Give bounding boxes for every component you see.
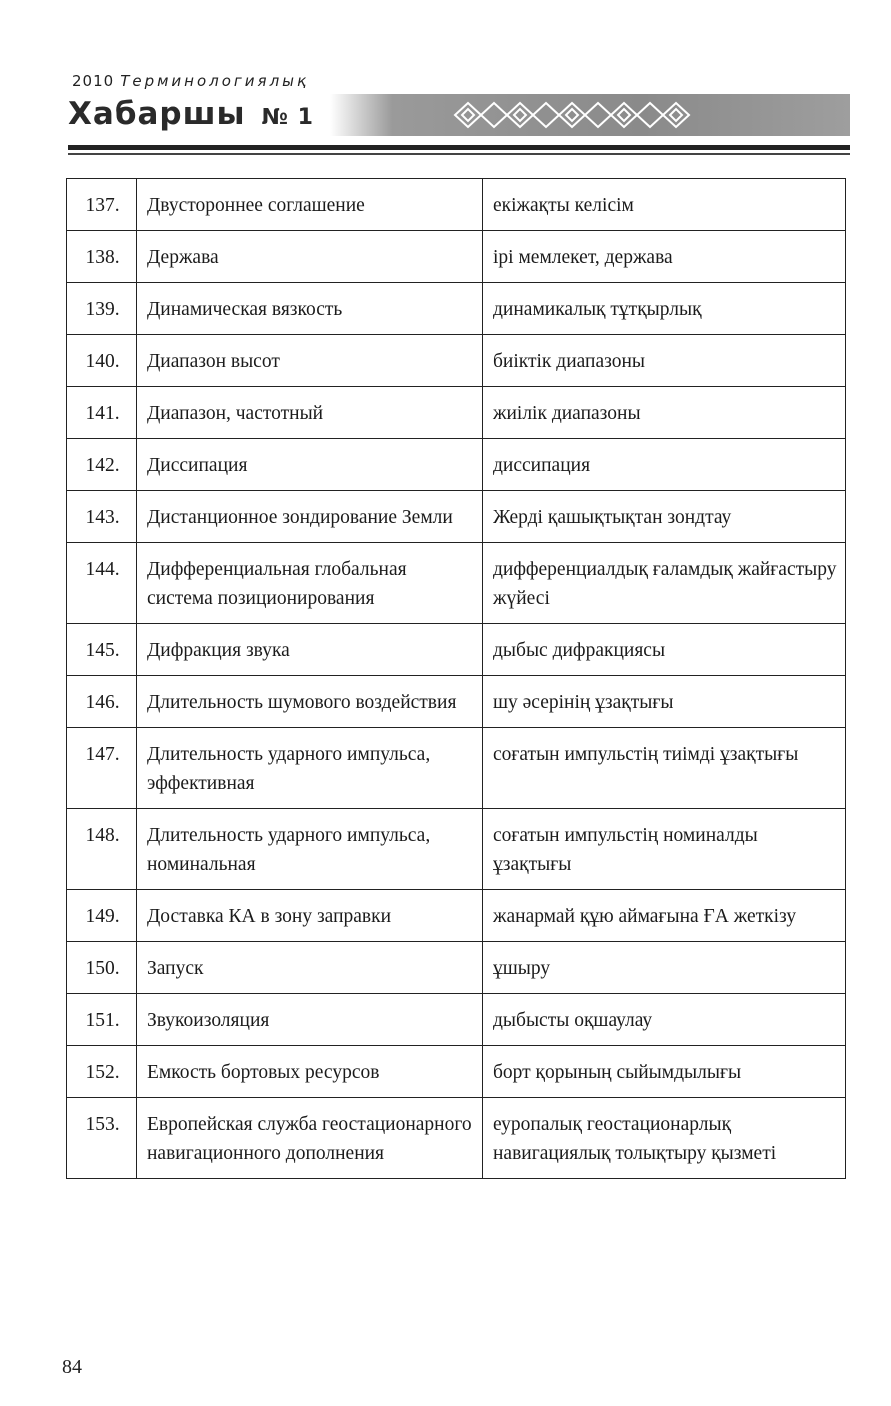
table-row — [67, 387, 846, 439]
term-kazakh: шу әсерінің ұзақтығы — [483, 676, 846, 728]
term-number: 143. — [67, 491, 137, 543]
term-kazakh: динамикалық тұтқырлық — [483, 283, 846, 335]
term-number: 152. — [67, 1046, 137, 1098]
term-kazakh: дыбыс дифракциясы — [483, 624, 846, 676]
header-year-line — [72, 72, 309, 90]
term-number: 148. — [67, 809, 137, 890]
term-number: 151. — [67, 994, 137, 1046]
header-series: Терминологиялық — [120, 72, 310, 90]
table-row — [67, 1046, 846, 1098]
term-russian: Держава — [137, 231, 483, 283]
table-row — [67, 1098, 846, 1179]
table-row — [67, 890, 846, 942]
table-row — [67, 809, 846, 890]
term-kazakh: соғатын импульстің тиімді ұзақтығы — [483, 728, 846, 809]
term-kazakh: ірі мемлекет, держава — [483, 231, 846, 283]
term-number: 145. — [67, 624, 137, 676]
term-number: 139. — [67, 283, 137, 335]
table-row — [67, 676, 846, 728]
ornament-icon — [450, 98, 710, 132]
terms-table — [66, 178, 846, 1179]
term-kazakh: жанармай құю аймағына ҒА жеткізу — [483, 890, 846, 942]
table-row — [67, 283, 846, 335]
term-kazakh: екіжақты келісім — [483, 179, 846, 231]
page-number: 84 — [62, 1356, 82, 1378]
table-row — [67, 624, 846, 676]
table-row — [67, 179, 846, 231]
term-russian: Запуск — [137, 942, 483, 994]
term-kazakh: борт қорының сыйымдылығы — [483, 1046, 846, 1098]
term-russian: Диссипация — [137, 439, 483, 491]
term-russian: Двустороннее соглашение — [137, 179, 483, 231]
header-year: 2010 — [72, 72, 115, 90]
term-number: 137. — [67, 179, 137, 231]
table-row — [67, 942, 846, 994]
header-rule-thin — [68, 153, 850, 155]
term-russian: Дифференциальная глобальная система позиционирования — [137, 543, 483, 624]
term-number: 140. — [67, 335, 137, 387]
term-russian: Длительность ударного импульса, номинальная — [137, 809, 483, 890]
term-number: 142. — [67, 439, 137, 491]
terms-table-body — [67, 179, 846, 1179]
table-row — [67, 491, 846, 543]
banner-ornament — [330, 94, 850, 136]
table-row — [67, 335, 846, 387]
term-russian: Доставка КА в зону заправки — [137, 890, 483, 942]
table-row — [67, 439, 846, 491]
table-row — [67, 728, 846, 809]
term-number: 149. — [67, 890, 137, 942]
term-number: 146. — [67, 676, 137, 728]
term-kazakh: Жерді қашықтықтан зондтау — [483, 491, 846, 543]
term-number: 144. — [67, 543, 137, 624]
term-russian: Динамическая вязкость — [137, 283, 483, 335]
term-number: 138. — [67, 231, 137, 283]
term-kazakh: дифференциалдық ғаламдық жайғастыру жүйесі — [483, 543, 846, 624]
term-russian: Длительность ударного импульса, эффективная — [137, 728, 483, 809]
term-number: 147. — [67, 728, 137, 809]
term-kazakh: дыбысты оқшаулау — [483, 994, 846, 1046]
table-row — [67, 994, 846, 1046]
term-russian: Европейская служба геостационарного навигационного дополнения — [137, 1098, 483, 1179]
table-row — [67, 231, 846, 283]
term-kazakh: биіктік диапазоны — [483, 335, 846, 387]
term-russian: Диапазон, частотный — [137, 387, 483, 439]
header-title: Хабаршы — [68, 96, 246, 132]
header-issue: № 1 — [261, 105, 314, 130]
term-kazakh: жиілік диапазоны — [483, 387, 846, 439]
term-kazakh: ұшыру — [483, 942, 846, 994]
table-row — [67, 543, 846, 624]
term-russian: Дистанционное зондирование Земли — [137, 491, 483, 543]
term-number: 153. — [67, 1098, 137, 1179]
term-kazakh: еуропалық геостационарлық навигациялық толықтыру қызметі — [483, 1098, 846, 1179]
term-russian: Диапазон высот — [137, 335, 483, 387]
term-kazakh: диссипация — [483, 439, 846, 491]
term-russian: Звукоизоляция — [137, 994, 483, 1046]
term-number: 150. — [67, 942, 137, 994]
header-rule-thick — [68, 145, 850, 150]
term-russian: Емкость бортовых ресурсов — [137, 1046, 483, 1098]
header-title-line — [68, 96, 314, 132]
term-russian: Длительность шумового воздействия — [137, 676, 483, 728]
term-kazakh: соғатын импульстің номиналды ұзақтығы — [483, 809, 846, 890]
term-number: 141. — [67, 387, 137, 439]
term-russian: Дифракция звука — [137, 624, 483, 676]
